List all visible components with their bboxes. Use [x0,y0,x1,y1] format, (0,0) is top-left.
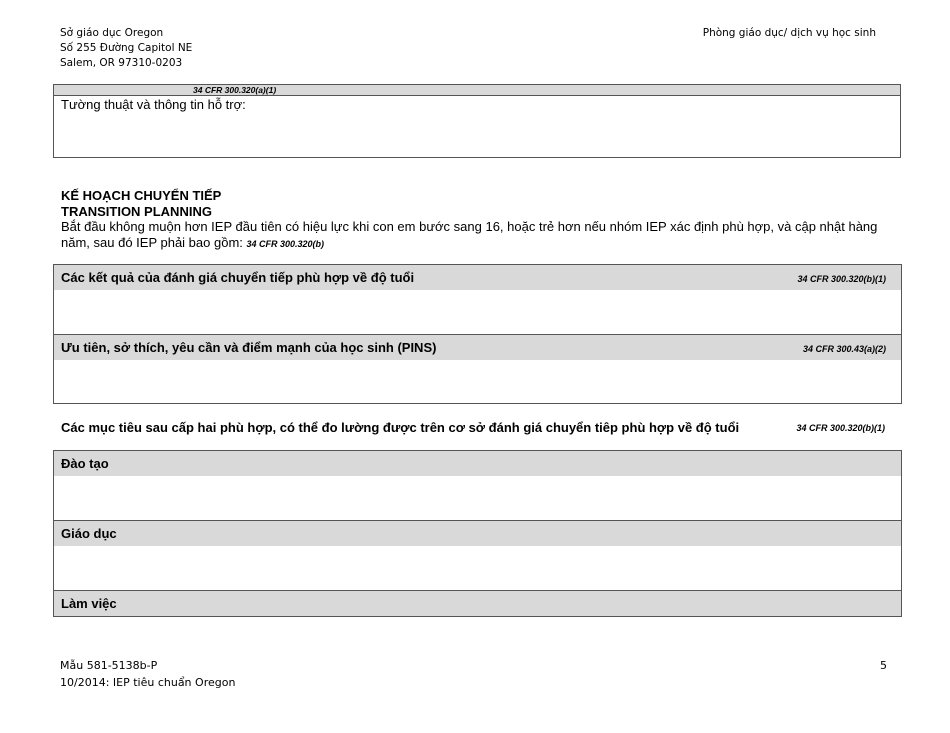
assessment-header [53,264,902,291]
org-city: Salem, OR 97310-0203 [60,57,183,69]
training-input-area[interactable] [53,476,902,520]
transition-title-en: TRANSITION PLANNING [61,204,212,219]
employment-label: Làm việc [61,596,117,611]
org-street: Số 255 Đường Capitol NE [60,42,193,54]
goals-heading: Các mục tiêu sau cấp hai phù hợp, có thể đo lường được trên cơ sở đánh giá chuyển tiêp phù hợp về độ tuổi [61,420,740,435]
transition-intro-line2: năm, sau đó IEP phải bao gồm: [61,235,243,250]
pins-label: Ưu tiên, sở thích, yêu cần và điểm mạnh của học sinh (PINS) [61,340,437,355]
pins-header [53,334,902,361]
assessment-input-area[interactable] [53,290,902,334]
narrative-citation-bar [54,85,900,96]
form-version: 10/2014: IEP tiêu chuẩn Oregon [60,676,236,689]
education-input-area[interactable] [53,546,902,590]
narrative-box[interactable] [53,84,901,158]
assessment-citation: 34 CFR 300.320(b)(1) [797,274,886,284]
page-number: 5 [880,659,887,672]
training-header [53,450,902,477]
assessment-label: Các kết quả của đánh giá chuyển tiếp phù hợp về độ tuổi [61,270,415,285]
narrative-label: Tường thuật và thông tin hỗ trợ: [61,97,246,112]
employment-header [53,590,902,617]
narrative-citation: 34 CFR 300.320(a)(1) [193,85,277,95]
pins-citation: 34 CFR 300.43(a)(2) [802,344,886,354]
form-number: Mẫu 581-5138b-P [60,659,158,672]
organization-address [60,26,192,71]
org-name: Sở giáo dục Oregon [60,27,164,39]
transition-title-vi: KẾ HOẠCH CHUYỂN TIẾP [61,188,222,203]
footer-form-info [60,657,235,691]
transition-intro-line1: Bắt đầu không muộn hơn IEP đầu tiên có hiệu lực khi con em bước sang 16, hoặc trẻ hơn nếu nhóm IEP xác định phù hợp, và cập nhật hàng [61,219,878,234]
pins-input-area[interactable] [53,360,902,404]
department-name: Phòng giáo dục/ dịch vụ học sinh [702,27,876,39]
education-label: Giáo dục [61,526,117,541]
education-header [53,520,902,547]
transition-intro-citation: 34 CFR 300.320(b) [246,239,325,249]
training-label: Đào tạo [61,456,109,471]
transition-intro [61,219,901,252]
goals-citation: 34 CFR 300.320(b)(1) [796,423,885,433]
